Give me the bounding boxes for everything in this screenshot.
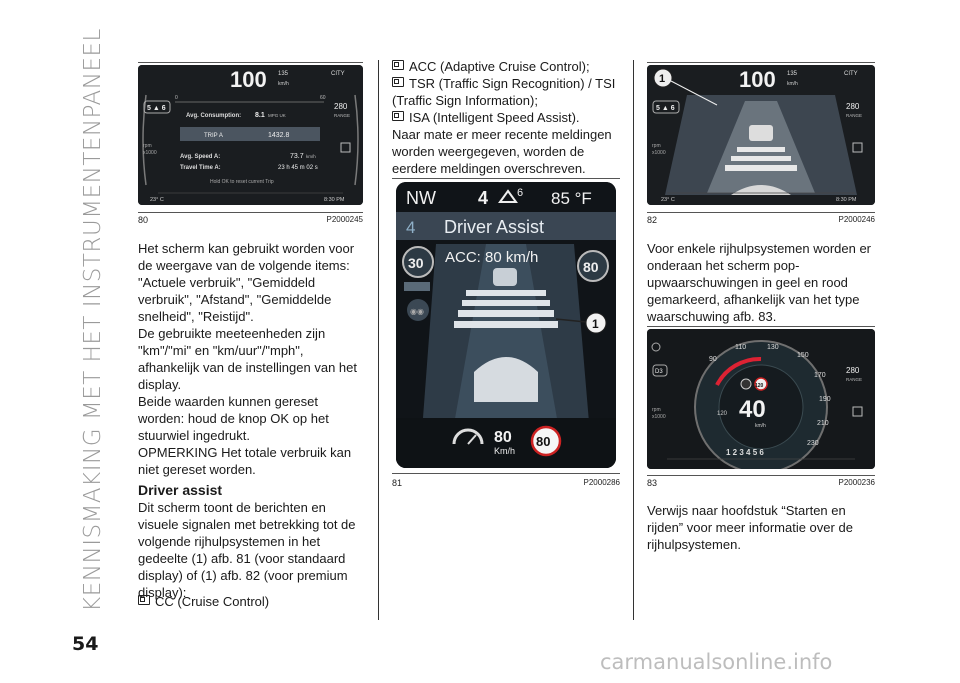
figure-code: P2000246 (838, 215, 875, 224)
figure-81 (396, 182, 616, 468)
paragraph: Het scherm kan gebruikt worden voor de weergave van de volgende items: "Actuele verbruik", "Gemiddeld verbruik", "Afstand", "Gemiddelde snelheid", "Reistijd". (138, 241, 355, 324)
lead-vehicle (493, 268, 517, 286)
tick-label: 210 (817, 420, 829, 427)
travel-time-value: 23 h 45 m 02 s (278, 165, 318, 171)
tick-label: 170 (814, 372, 826, 379)
speed-limit-sign: 80 (536, 434, 551, 449)
range-label: RANGE (846, 377, 863, 382)
page-number: 54 (72, 633, 99, 655)
rpm-label: rpm (652, 407, 661, 413)
figure-bottom-rule (647, 212, 875, 213)
figure-top-rule (138, 62, 363, 63)
gear-indicator: 5 ▲ 6 (656, 105, 675, 112)
figure-top-rule (647, 62, 875, 63)
drive-mode: CITY (331, 71, 345, 77)
gear-indicator: D3 (655, 369, 663, 375)
tick-label: 190 (819, 396, 831, 403)
speed-limit: 135 (787, 71, 798, 77)
small-limit: 120 (755, 383, 764, 389)
left-speed-sign: 30 (408, 255, 424, 271)
speed-readout: 100 (230, 67, 267, 92)
figure-code: P2000245 (326, 215, 363, 224)
drive-mode: CITY (844, 71, 858, 77)
clock: 8:30 PM (324, 197, 345, 203)
trip-label: TRIP A (204, 133, 223, 139)
figure-80 (138, 65, 363, 205)
range-value: 280 (334, 102, 348, 111)
figure-83 (647, 329, 875, 469)
gear-indicator: 5 ▲ 6 (147, 105, 166, 112)
acc-status: ACC: 80 km/h (445, 249, 539, 266)
svg-text:x1000: x1000 (143, 150, 157, 156)
range-value: 280 (846, 102, 860, 111)
chapter-title: KENNISMAKING MET HET INSTRUMENTENPANEEL (80, 28, 106, 612)
figure-number: 82 (647, 215, 658, 225)
temperature: 23° C (661, 197, 675, 203)
clock: 8:30 PM (836, 197, 857, 203)
figure-top-rule (392, 178, 620, 179)
screen-title: Driver Assist (444, 217, 545, 237)
range-label: RANGE (846, 113, 863, 118)
set-speed: 80 (494, 429, 512, 446)
figure-top-rule (647, 326, 875, 327)
figure-bottom-rule (138, 212, 363, 213)
reset-hint: Hold OK to reset current Trip (210, 179, 274, 185)
cars-icon: ◉◉ (410, 307, 424, 316)
figure-code: P2000286 (583, 478, 620, 487)
list-item: ISA (Intelligent Speed Assist). (392, 109, 580, 126)
watermark: carmanualsonline.info (600, 650, 833, 674)
trip-value: 1432.8 (268, 132, 290, 139)
column-divider (378, 60, 379, 620)
figure-number: 83 (647, 478, 658, 488)
speed-readout: 40 (739, 396, 766, 423)
paragraph: Beide waarden kunnen gereset worden: houd de knop OK op het stuurwiel ingedrukt. (138, 394, 329, 443)
avg-speed-label: Avg. Speed A: (180, 154, 221, 160)
svg-text:x1000: x1000 (652, 150, 666, 156)
svg-text:x1000: x1000 (652, 414, 666, 420)
figure-bottom-rule (647, 475, 875, 476)
speed-unit: km/h (278, 81, 289, 87)
callout-1: 1 (659, 73, 666, 85)
speed-unit: km/h (755, 423, 766, 429)
avg-consumption-label: Avg. Consumption: (186, 113, 242, 119)
paragraph: Verwijs naar hoofdstuk “Starten en rijden” voor meer informatie over de rijhulpsystemen. (647, 503, 853, 552)
limit-value: 120 (717, 411, 728, 417)
car-icon (392, 60, 404, 70)
avg-speed-value: 73.7 (290, 153, 304, 160)
tick-label: 130 (767, 344, 779, 351)
figure-number: 81 (392, 478, 403, 488)
callout-1: 1 (592, 317, 599, 331)
paragraph: De gebruikte meeteenheden zijn "km"/"mi" en "km/uur"/"mph", afhankelijk van de instellingen van het display. (138, 326, 357, 392)
figure-bottom-rule (392, 473, 620, 474)
figure-82 (647, 65, 875, 205)
travel-time-label: Travel Time A: (180, 165, 221, 171)
speed-unit: km/h (787, 81, 798, 87)
paragraph: Naar mate er meer recente meldingen worden weergegeven, worden de eerdere meldingen overschreven. (392, 127, 612, 176)
set-speed-unit: Km/h (494, 446, 516, 456)
list-item: TSR (Traffic Sign Recognition) / TSI (Traffic Sign Information); (392, 76, 616, 108)
figure-code: P2000236 (838, 478, 875, 487)
scale-end: 60 (320, 95, 326, 101)
rpm-label: rpm (652, 143, 661, 149)
range-value: 280 (846, 366, 860, 375)
right-speed-sign: 80 (583, 259, 599, 275)
scale-start: 0 (175, 95, 178, 101)
outside-temperature: 85 °F (551, 189, 592, 208)
tick-label: 230 (807, 440, 819, 447)
warning-icon (741, 379, 751, 389)
page-indicator: 4 (406, 218, 416, 237)
column-divider (633, 60, 634, 620)
tick-label: 150 (797, 352, 809, 359)
tick-label: 110 (735, 344, 747, 351)
figure-number: 80 (138, 215, 149, 225)
paragraph: OPMERKING Het totale verbruik kan niet gereset worden. (138, 445, 352, 477)
avg-speed-unit: km/h (306, 154, 316, 159)
speed-readout: 100 (739, 67, 776, 92)
gear-next: 6 (517, 187, 524, 199)
list-item: CC (Cruise Control) (138, 593, 269, 610)
paragraph: Voor enkele rijhulpsystemen worden er onderaan het scherm pop-upwaarschuwingen in geel en rood gemarkeerd, afhankelijk van het type waarschuwing afb. 83. (647, 241, 872, 324)
avg-consumption-value: 8.1 (255, 112, 265, 119)
paragraph: Dit scherm toont de berichten en visuele signalen met betrekking tot de volgende rijhulpsystemen in het gedeelte (1) afb. 81 (voor standaard display) of (1) afb. 82 (voor premium display): (138, 500, 356, 600)
car-icon (392, 111, 404, 121)
range-label: RANGE (334, 113, 351, 118)
rpm-label: rpm (143, 143, 152, 149)
car-icon (392, 77, 404, 87)
section-heading: Driver assist (138, 482, 223, 498)
gear-sequence: 1 2 3 4 5 6 (726, 448, 764, 457)
list-item: ACC (Adaptive Cruise Control); (392, 58, 590, 75)
gear-current: 4 (478, 188, 489, 208)
temperature: 23° C (150, 197, 164, 203)
tick-label: 90 (709, 356, 717, 363)
avg-consumption-unit: MPG UK (268, 113, 286, 118)
compass-heading: NW (406, 188, 436, 208)
car-icon (138, 595, 150, 605)
speed-limit: 135 (278, 71, 289, 77)
